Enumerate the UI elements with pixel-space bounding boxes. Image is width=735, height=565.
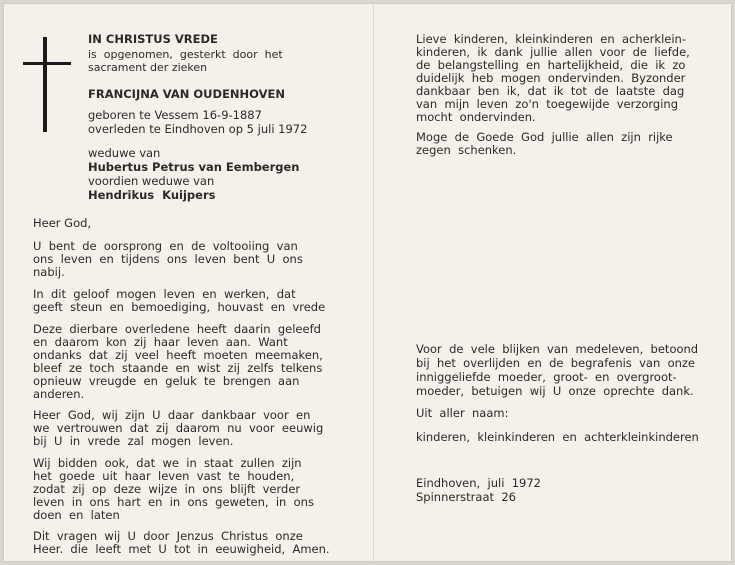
- message-line: Lieve kinderen, kleinkinderen en acherklein-: [416, 32, 686, 46]
- prayer-line: Dit vragen wij U door Jenzus Christus onze: [33, 529, 303, 543]
- thanks-line: inniggeliefde moeder, groot- en overgroot-: [416, 370, 677, 384]
- born-line: geboren te Vessem 16-9-1887: [88, 108, 262, 122]
- prayer-line: doen en laten: [33, 508, 120, 522]
- prayer-line: zodat zij op deze wijze in ons blijft verder: [33, 482, 301, 496]
- widow-label-2: voordien weduwe van: [88, 174, 215, 188]
- family-signature: kinderen, kleinkinderen en achterkleinkinderen: [416, 430, 699, 444]
- prayer-line: het goede uit haar leven vast te houden,: [33, 469, 295, 483]
- message-line: de belangstelling en hartelijkheid, die ik zo: [416, 58, 686, 72]
- salutation: Heer God,: [33, 216, 92, 230]
- prayer-line: anderen.: [33, 387, 85, 401]
- prayer-line: ons leven en tijdens ons leven bent U ons: [33, 252, 303, 266]
- thanks-line: Voor de vele blijken van medeleven, betoond: [416, 342, 699, 356]
- thanks-line: moeder, betuigen wij U onze oprechte dank.: [416, 384, 694, 398]
- prayer-line: we vertrouwen dat zij daarom nu voor eeuwig: [33, 421, 324, 435]
- prayer-line: opnieuw vreugde en geluk te brengen aan: [33, 374, 300, 388]
- prayer-line: bij U in vrede zal mogen leven.: [33, 434, 234, 448]
- prayer-line: Heer. die leeft met U tot in eeuwigheid, Amen.: [33, 542, 330, 556]
- deceased-name: FRANCIJNA VAN OUDENHOVEN: [88, 87, 286, 101]
- prayer-line: bleef ze toch staande en wist zij zelfs telkens: [33, 361, 323, 375]
- widow-label: weduwe van: [88, 146, 161, 160]
- memorial-card: [3, 3, 732, 562]
- intro-line-2: sacrament der zieken: [88, 61, 208, 74]
- prayer-line: leven in ons hart en in ons geweten, in ons: [33, 495, 314, 509]
- prayer-line: geeft steun en bemoediging, houvast en vrede: [33, 300, 326, 314]
- message-line: mocht ondervinden.: [416, 110, 536, 124]
- header: IN CHRISTUS VREDE: [88, 32, 218, 46]
- prayer-line: ondanks dat zij veel heeft moeten meemaken,: [33, 348, 323, 362]
- place-date: Eindhoven, juli 1972: [416, 476, 541, 490]
- thanks-line: bij het overlijden en de begrafenis van onze: [416, 356, 695, 370]
- prayer-line: Deze dierbare overledene heeft daarin geleefd: [33, 322, 321, 336]
- message-line: Moge de Goede God jullie allen zijn rijke: [416, 130, 673, 144]
- message-line: dankbaar ben ik, dat ik tot de laatste dag: [416, 84, 685, 98]
- prayer-line: nabij.: [33, 265, 65, 279]
- intro-line-1: is opgenomen, gesterkt door het: [88, 48, 283, 61]
- message-line: van mijn leven zo'n toegewijde verzorging: [416, 97, 678, 111]
- husband-1: Hubertus Petrus van Eembergen: [88, 160, 300, 174]
- message-line: duidelijk heb mogen ondervinden. Byzonder: [416, 71, 686, 85]
- message-line: kinderen, ik dank jullie allen voor de liefde,: [416, 45, 690, 59]
- address: Spinnerstraat 26: [416, 490, 516, 504]
- husband-2: Hendrikus Kuijpers: [88, 188, 216, 202]
- prayer-line: Wij bidden ook, dat we in staat zullen zijn: [33, 456, 302, 470]
- died-line: overleden te Eindhoven op 5 juli 1972: [88, 122, 308, 136]
- prayer-line: U bent de oorsprong en de voltooiing van: [33, 239, 298, 253]
- prayer-line: In dit geloof mogen leven en werken, dat: [33, 287, 296, 301]
- on-behalf-label: Uit aller naam:: [416, 406, 509, 420]
- card-fold: [373, 3, 374, 562]
- prayer-line: Heer God, wij zijn U daar dankbaar voor en: [33, 408, 311, 422]
- prayer-line: en daarom kon zij haar leven aan. Want: [33, 335, 288, 349]
- message-line: zegen schenken.: [416, 143, 517, 157]
